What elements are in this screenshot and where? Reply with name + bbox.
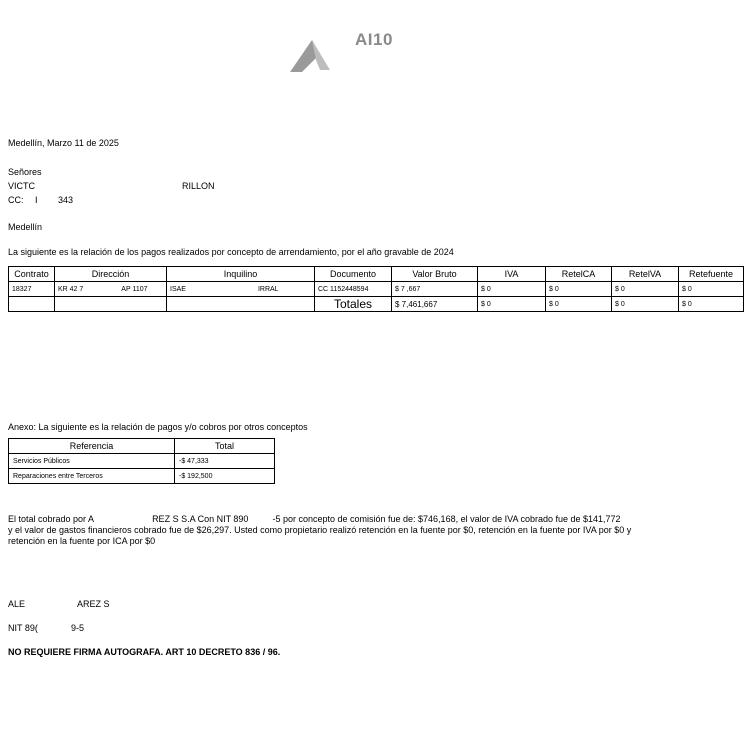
annex-table	[8, 438, 275, 484]
total-reteica: $ 0	[546, 297, 612, 312]
cell-inquilino	[167, 282, 315, 297]
cc-number: 343	[58, 195, 74, 205]
annex-header-row	[9, 439, 275, 454]
cell-documento: CC 1152448594	[315, 282, 392, 297]
col-header-valor-bruto: Valor Bruto	[392, 267, 478, 282]
col-header-reteica: RetelCA	[546, 267, 612, 282]
summary-line-1	[8, 514, 744, 525]
cell-reteiva: $ 0	[612, 282, 679, 297]
recipient-city: Medellín	[8, 222, 43, 232]
recipient-name-last: RILLON	[182, 181, 215, 191]
cell-direccion	[55, 282, 167, 297]
annex-ref: Servicios Públicos	[9, 454, 175, 469]
table-row	[9, 454, 275, 469]
col-header-direccion: Dirección	[55, 267, 167, 282]
triangle-logo-icon	[290, 34, 332, 74]
cc-label: CC:	[8, 195, 24, 205]
signer-nit-a: NIT 89(	[8, 623, 38, 633]
cell-retefuente: $ 0	[679, 282, 744, 297]
col-header-inquilino: Inquilino	[167, 267, 315, 282]
table-row	[9, 469, 275, 484]
totals-label: Totales	[315, 297, 392, 312]
salutation: Señores	[8, 167, 42, 177]
summary-part-3: -5 por concepto de comisión fue de: $746,168, el valor de IVA cobrado fue de $141,772	[272, 514, 621, 524]
total-valor-bruto: $ 7,461,667	[392, 297, 478, 312]
col-header-reteiva: RetelVA	[612, 267, 679, 282]
total-iva: $ 0	[478, 297, 546, 312]
total-reteiva: $ 0	[612, 297, 679, 312]
col-header-retefuente: Retefuente	[679, 267, 744, 282]
signer-name-b: AREZ S	[77, 599, 110, 609]
signer-name-a: ALE	[8, 599, 26, 609]
annex-title: Anexo: La siguiente es la relación de pagos y/o cobros por otros conceptos	[8, 422, 308, 432]
logo-text: AI10	[355, 30, 393, 49]
cell-direccion-b: AP 1107	[121, 285, 148, 293]
annex-header-total: Total	[175, 439, 275, 454]
cell-contrato: 18327	[9, 282, 55, 297]
cc-prefix: I	[35, 195, 38, 205]
cell-valor-bruto: $ 7 ,667	[392, 282, 478, 297]
summary-line-2: y el valor de gastos financieros cobrado fue de $26,297. Usted como propietario realizó retención en la fuente por $0, retención en la fuente por IVA por $0 y	[8, 525, 632, 535]
annex-header-referencia: Referencia	[9, 439, 175, 454]
annex-total: -$ 47,333	[175, 454, 275, 469]
recipient-name-first: VICTC	[8, 181, 35, 191]
cell-inquilino-a: ISAE	[170, 285, 186, 293]
payments-table	[8, 266, 744, 312]
table-header-row	[9, 267, 744, 282]
table-row	[9, 282, 744, 297]
summary-part-1: El total cobrado por A	[8, 514, 95, 524]
col-header-documento: Documento	[315, 267, 392, 282]
col-header-iva: IVA	[478, 267, 546, 282]
signer-nit-b: 9-5	[71, 623, 85, 633]
summary-part-2: REZ S S.A Con NIT 890	[152, 514, 249, 524]
cell-direccion-a: KR 42 7	[58, 285, 84, 293]
cell-inquilino-b: IRRAL	[257, 285, 279, 293]
cell-reteica: $ 0	[546, 282, 612, 297]
no-signature-notice: NO REQUIERE FIRMA AUTOGRAFA. ART 10 DECRETO 836 / 96.	[8, 647, 281, 657]
col-header-contrato: Contrato	[9, 267, 55, 282]
date-line: Medellín, Marzo 11 de 2025	[8, 138, 119, 148]
total-retefuente: $ 0	[679, 297, 744, 312]
summary-paragraph	[8, 514, 744, 547]
totals-row	[9, 297, 744, 312]
summary-line-3: retención en la fuente por ICA por $0	[8, 536, 156, 546]
annex-ref: Reparaciones entre Terceros	[9, 469, 175, 484]
annex-total: -$ 192,500	[175, 469, 275, 484]
intro-text: La siguiente es la relación de los pagos realizados por concepto de arrendamiento, por el año gravable de 2024	[8, 247, 454, 257]
cell-iva: $ 0	[478, 282, 546, 297]
